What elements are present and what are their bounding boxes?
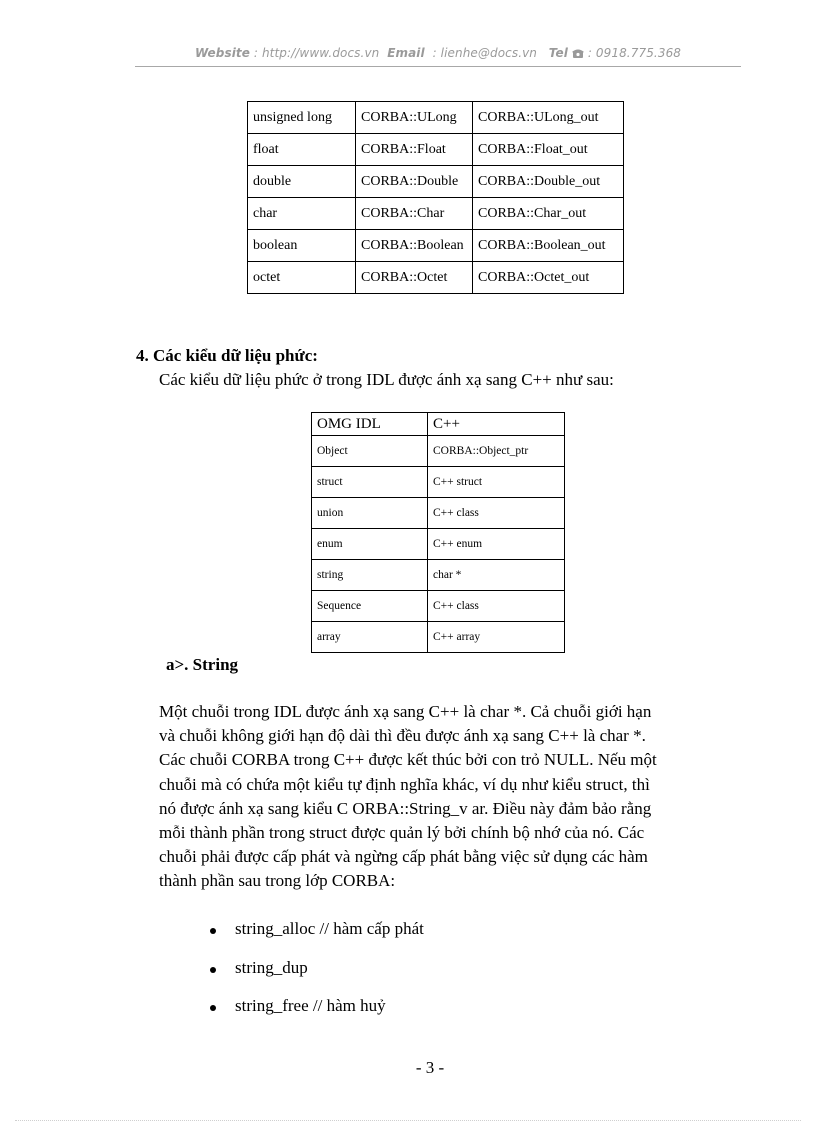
table-cell: boolean <box>248 230 356 262</box>
paragraph-line: chuỗi phải được cấp phát và ngừng cấp phát bằng việc sử dụng các hàm <box>159 847 648 867</box>
table-cell: CORBA::Boolean_out <box>473 230 624 262</box>
table-row <box>312 560 565 591</box>
table-cell: Sequence <box>312 591 428 622</box>
table-cell: CORBA::ULong_out <box>473 102 624 134</box>
page-number: - 3 - <box>415 1058 445 1077</box>
table-cell: enum <box>312 529 428 560</box>
table-cell: CORBA::Char_out <box>473 198 624 230</box>
table-cell: unsigned long <box>248 102 356 134</box>
table-cell: string <box>312 560 428 591</box>
table-cell: CORBA::Boolean <box>356 230 473 262</box>
table-cell: CORBA::Float_out <box>473 134 624 166</box>
website-value: : http://www.docs.vn <box>253 46 380 60</box>
table-cell: char * <box>428 560 565 591</box>
table-header-row <box>312 413 565 436</box>
table-cell: array <box>312 622 428 653</box>
table-cell: C++ enum <box>428 529 565 560</box>
list-item-text: string_free // hàm huỷ <box>235 996 386 1015</box>
paragraph-line: nó được ánh xạ sang kiểu C ORBA::String_v ar. Điều này đảm bảo rằng <box>159 798 652 818</box>
string-paragraph <box>159 700 719 894</box>
phone-icon <box>572 47 584 57</box>
table-cell: struct <box>312 467 428 498</box>
paragraph-line: Các chuỗi CORBA trong C++ được kết thúc bởi con trỏ NULL. Nếu một <box>159 750 657 770</box>
header-rule <box>135 66 741 67</box>
table-cell: C++ struct <box>428 467 565 498</box>
footer-rule <box>15 1120 801 1121</box>
tel-value: : 0918.775.368 <box>587 46 682 60</box>
column-header: C++ <box>428 413 565 436</box>
bullet-icon <box>210 1005 216 1011</box>
table-cell: Object <box>312 436 428 467</box>
table-row <box>312 498 565 529</box>
section-heading: 4. Các kiểu dữ liệu phức: <box>136 346 318 365</box>
subsection-heading: a>. String <box>166 655 239 674</box>
table-cell: C++ class <box>428 498 565 529</box>
table-cell: char <box>248 198 356 230</box>
table-cell: octet <box>248 262 356 294</box>
paragraph-line: mỗi thành phần trong struct được quản lý bởi chính bộ nhớ của nó. Các <box>159 823 645 843</box>
table-row <box>312 529 565 560</box>
table-row <box>312 467 565 498</box>
table-cell: union <box>312 498 428 529</box>
tel-label: Tel <box>548 46 568 60</box>
table-row <box>248 262 624 294</box>
complex-type-table <box>311 412 565 653</box>
type-mapping-table <box>247 101 624 294</box>
paragraph-line: chuỗi mà có chứa một kiểu tự định nghĩa khác, ví dụ như kiểu struct, thì <box>159 774 650 794</box>
table-cell: double <box>248 166 356 198</box>
table-cell: C++ class <box>428 591 565 622</box>
paragraph-line: Một chuỗi trong IDL được ánh xạ sang C++ là char *. Cả chuỗi giới hạn <box>159 702 652 721</box>
table-row <box>312 436 565 467</box>
table-row <box>248 102 624 134</box>
table-cell: CORBA::Char <box>356 198 473 230</box>
table-cell: float <box>248 134 356 166</box>
table-row <box>248 166 624 198</box>
table-cell: CORBA::Octet <box>356 262 473 294</box>
list-item <box>207 996 424 1035</box>
list-item-text: string_dup <box>235 957 308 977</box>
section-intro: Các kiểu dữ liệu phức ở trong IDL được ánh xạ sang C++ như sau: <box>159 370 614 389</box>
table-row <box>312 622 565 653</box>
list-item <box>207 919 424 958</box>
paragraph-line: và chuỗi không giới hạn độ dài thì đều được ánh xạ sang C++ là char *. <box>159 726 646 746</box>
email-label: Email <box>387 46 425 60</box>
table-cell: CORBA::Double_out <box>473 166 624 198</box>
table-row <box>248 230 624 262</box>
email-value: : lienhe@docs.vn <box>432 46 538 60</box>
table-row <box>248 134 624 166</box>
paragraph-line: thành phần sau trong lớp CORBA: <box>159 871 396 891</box>
bullet-icon <box>210 928 216 934</box>
list-item-text: string_alloc // hàm cấp phát <box>235 919 424 938</box>
table-cell: CORBA::Object_ptr <box>428 436 565 467</box>
table-cell: C++ array <box>428 622 565 653</box>
function-list <box>207 919 424 1035</box>
table-row <box>248 198 624 230</box>
bullet-icon <box>210 967 216 973</box>
table-row <box>312 591 565 622</box>
website-label: Website <box>194 46 250 60</box>
table-cell: CORBA::Double <box>356 166 473 198</box>
list-item <box>207 958 424 997</box>
column-header: OMG IDL <box>312 413 428 436</box>
table-cell: CORBA::Float <box>356 134 473 166</box>
table-cell: CORBA::Octet_out <box>473 262 624 294</box>
page-header <box>135 46 741 60</box>
table-cell: CORBA::ULong <box>356 102 473 134</box>
